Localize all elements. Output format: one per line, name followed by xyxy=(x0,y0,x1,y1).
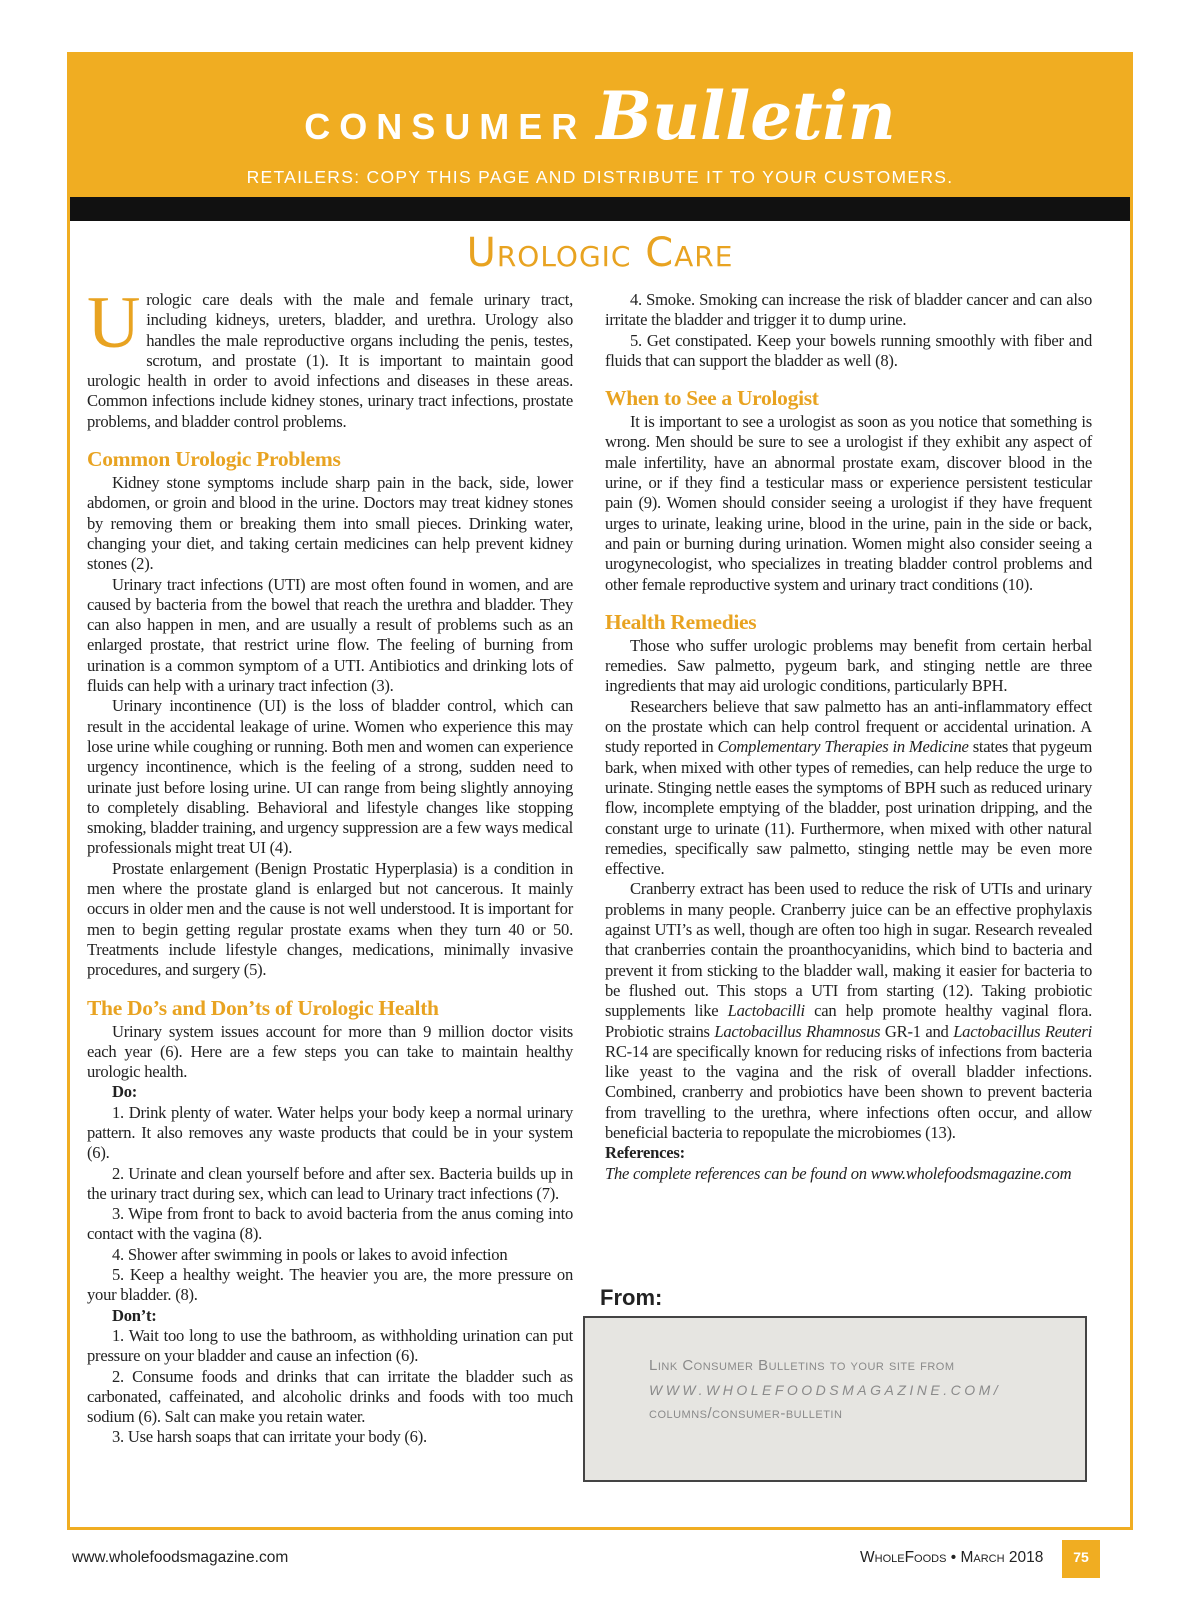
from-box-text xyxy=(649,1354,1069,1426)
paragraph-incontinence: Urinary incontinence (UI) is the loss of bladder control, which can result in the accidental leakage of urine. Women who experience this may lose urine while coughing or running. Both men and women can experience urgency incontinence, which is the feeling of a strong, sudden need to urinate just before losing urine. UI can range from being slightly annoying to completely disabling. Behavioral and lifestyle changes like stopping smoking, bladder training, and urgency suppression are a few ways medical professionals might treat UI (4). xyxy=(87,696,573,858)
do-item: 4. Shower after swimming in pools or lakes to avoid infection xyxy=(112,1244,508,1264)
dont-item: 3. Use harsh soaps that can irritate your body (6). xyxy=(112,1427,427,1447)
paragraph-prostate: Prostate enlargement (Benign Prostatic Hyperplasia) is a condition in men where the prostate gland is enlarged but not cancerous. It mainly occurs in older men and the cause is not well understood. It is important for men to begin getting regular prostate exams when they turn 40 or 50. Treatments include lifestyle changes, medications, minimally invasive procedures, and surgery (5). xyxy=(87,858,573,980)
do-label: Do: xyxy=(112,1082,138,1102)
retailer-tagline: RETAILERS: COPY THIS PAGE AND DISTRIBUTE IT TO YOUR CUSTOMERS. xyxy=(246,167,954,187)
bulletin-header xyxy=(70,55,1130,197)
dont-item: 2. Consume foods and drinks that can irritate the bladder such as carbonated, caffeinated, and alcoholic drinks and foods with too much sodium (6). Salt can make you retain water. xyxy=(87,1366,573,1427)
footer-website[interactable]: www.wholefoodsmagazine.com xyxy=(72,1549,289,1566)
link-instruction: Link Consumer Bulletins to your site from xyxy=(649,1357,955,1374)
cranberry-text-d: RC-14 are specifically known for reducing risks of infections from bacteria like yeast to the vagina and the risk of overall bladder infections. Combined, cranberry and probiotics have been shown to prevent bacteria from travelling to the urethra, where infections often occur, and allow beneficial bacteria to repopulate the microbiomes (13). xyxy=(605,1041,1092,1142)
paragraph-cranberry xyxy=(605,879,1092,1143)
journal-title: Complementary Therapies in Medicine xyxy=(717,737,969,757)
from-label: From: xyxy=(600,1285,663,1310)
intro-paragraph xyxy=(87,282,573,432)
dont-label: Don’t: xyxy=(112,1305,157,1325)
heading-health-remedies: Health Remedies xyxy=(605,609,757,634)
references-heading: References: xyxy=(605,1143,685,1163)
from-box xyxy=(583,1316,1087,1482)
article-title: Urologic Care xyxy=(466,230,734,276)
do-item: 2. Urinate and clean yourself before and after sex. Bacteria builds up in the urinary tract during sex, which can lead to Urinary tract infections (7). xyxy=(87,1163,573,1203)
footer-issue: WholeFoods • March 2018 xyxy=(860,1549,1044,1566)
right-column xyxy=(605,290,1092,1184)
intro-text: rologic care deals with the male and female urinary tract, including kidneys, ureters, bladder, and urethra. Urology also handles the male reproductive organs including the penis, testes, scrotum, and prostate (1). It is important to maintain good urologic health in order to avoid infections and diseases in these areas. Common infections include kidney stones, urinary tract infections, prostate problems, and bladder control problems. xyxy=(87,290,573,431)
masthead-consumer: CONSUMER xyxy=(304,106,587,147)
paragraph-research xyxy=(605,697,1092,880)
heading-common-problems: Common Urologic Problems xyxy=(87,447,341,472)
masthead xyxy=(70,77,1130,155)
left-column xyxy=(87,282,573,1448)
masthead-bulletin: Bulletin xyxy=(596,77,896,155)
paragraph-herbal: Those who suffer urologic problems may benefit from certain herbal remedies. Saw palmetto, pygeum bark, and stinging nettle are three ingredients that may aid urologic conditions, particularly BPH. xyxy=(605,635,1092,696)
dont-item: 5. Get constipated. Keep your bowels running smoothly with fiber and fluids that can support the bladder as well (8). xyxy=(605,330,1092,370)
page-number: 75 xyxy=(1062,1540,1100,1578)
reuteri-term: Lactobacillus Reuteri xyxy=(953,1021,1092,1041)
heading-when-to-see: When to See a Urologist xyxy=(605,386,819,411)
lactobacilli-term: Lactobacilli xyxy=(727,1001,805,1021)
paragraph-when-to-see: It is important to see a urologist as soon as you notice that something is wrong. Men should be sure to see a urologist if they exhibit any aspect of male infertility, have an abnormal prostate exam, discover blood in the urine, or if they find a testicular mass or experience persistent testicular pain (9). Women should consider seeing a urologist if they have frequent urges to urinate, leaking urine, blood in the urine, pain in the side or back, and pain or burning during urination. Women might also consider seeing a urogynecologist, who specializes in treating bladder control problems and other female reproductive system and urinary tract conditions (10). xyxy=(605,412,1092,594)
header-divider-bar xyxy=(70,197,1130,221)
paragraph-dos-intro: Urinary system issues account for more than 9 million doctor visits each year (6). Here are a few steps you can take to maintain healthy urologic health. xyxy=(87,1021,573,1082)
rhamnosus-term: Lactobacillus Rhamnosus xyxy=(714,1021,881,1041)
bulletin-url[interactable]: WWW.WHOLEFOODSMAGAZINE.COM/ xyxy=(649,1382,1002,1398)
cranberry-text-b: can help promote healthy vaginal flora. Probiotic strains xyxy=(605,1001,1092,1041)
cranberry-text-a: Cranberry extract has been used to reduce the risk of UTIs and urinary problems in many people. Cranberry juice can be an effective prophylaxis against UTI’s as well, though are often too high in sugar. Research revealed that cranberries contain the proanthocyanidins, which bind to bacteria and prevent it from sticking to the bladder wall, making it easier for bacteria to be flushed out. This stops a UTI from starting (12). Taking probiotic supplements like xyxy=(605,879,1092,1021)
research-text-b: states that pygeum bark, when mixed with other types of remedies, can help reduce the urge to urinate. Stinging nettle eases the symptoms of BPH such as reduced urinary flow, incomplete emptying of the bladder, post urination dripping, and the constant urge to urinate (11). Furthermore, when mixed with other natural remedies, specifically saw palmetto, stinging nettle may be even more effective. xyxy=(605,737,1092,879)
research-text-a: Researchers believe that saw palmetto has an anti-inflammatory effect on the prostate which can help control frequent or accidental urination. A study reported in xyxy=(605,696,1092,757)
heading-dos-donts: The Do’s and Don’ts of Urologic Health xyxy=(87,995,439,1020)
paragraph-kidney-stones: Kidney stone symptoms include sharp pain in the back, side, lower abdomen, or groin and blood in the urine. Doctors may treat kidney stones by removing them or breaking them into small pieces. Drinking water, changing your diet, and taking certain medicines can help prevent kidney stones (2). xyxy=(87,473,573,574)
dont-item: 1. Wait too long to use the bathroom, as withholding urination can put pressure on your bladder and cause an infection (6). xyxy=(87,1325,573,1366)
drop-cap: U xyxy=(87,282,141,364)
dont-item: 4. Smoke. Smoking can increase the risk of bladder cancer and can also irritate the bladder and trigger it to dump urine. xyxy=(605,290,1092,330)
paragraph-uti: Urinary tract infections (UTI) are most often found in women, and are caused by bacteria from the bowel that reach the urethra and bladder. They can also happen in men, and are usually a result of problems such as an enlarged prostate, that restrict urine flow. The feeling of burning from urination is a common symptom of a UTI. Antibiotics and drinking lots of fluids can help with a urinary tract infection (3). xyxy=(87,574,573,696)
references-text: The complete references can be found on www.wholefoodsmagazine.com xyxy=(605,1163,1072,1183)
do-item: 3. Wipe from front to back to avoid bacteria from the anus coming into contact with the vagina (8). xyxy=(87,1204,573,1244)
do-item: 5. Keep a healthy weight. The heavier you are, the more pressure on your bladder. (8). xyxy=(87,1265,573,1305)
do-item: 1. Drink plenty of water. Water helps your body keep a normal urinary pattern. It also removes any waste products that could be in your system (6). xyxy=(87,1102,573,1163)
bulletin-url-path[interactable]: columns/consumer-bulletin xyxy=(649,1405,843,1422)
cranberry-text-c: GR-1 and xyxy=(880,1021,954,1041)
